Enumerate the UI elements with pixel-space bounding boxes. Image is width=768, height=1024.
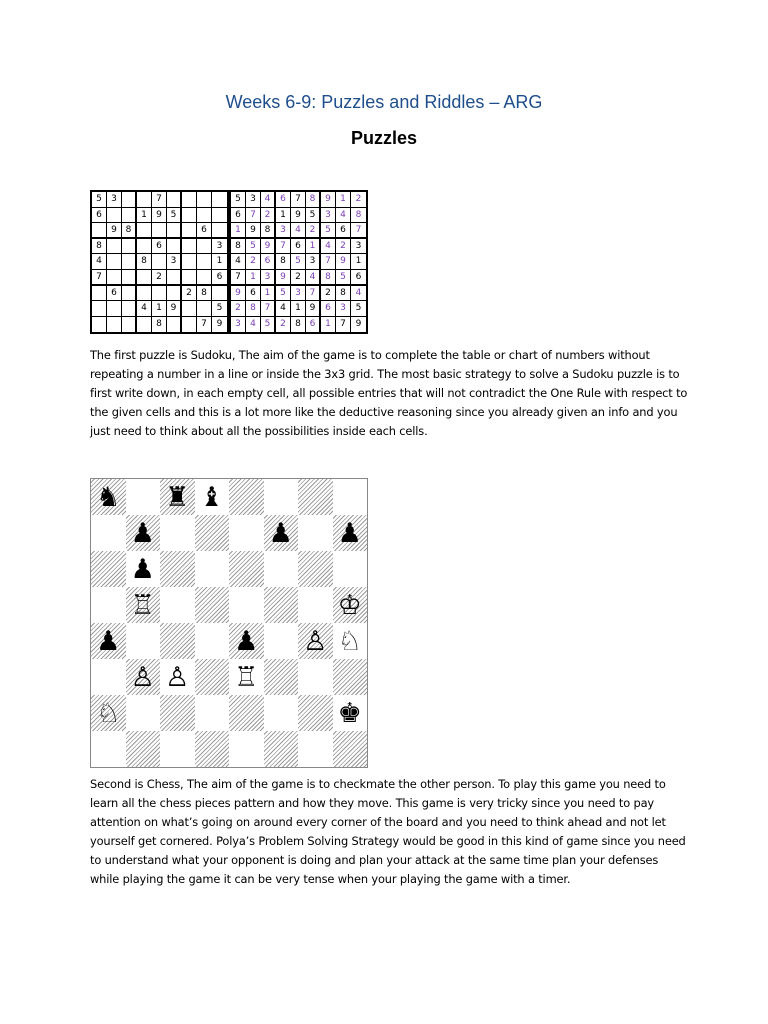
- sudoku-cell: 5: [212, 301, 227, 317]
- sudoku-cell: [107, 317, 122, 333]
- chess-piece-icon: ♖: [234, 661, 259, 693]
- sudoku-cell: 3: [306, 254, 321, 270]
- sudoku-cell: 1: [336, 192, 351, 208]
- chess-square: [91, 659, 126, 695]
- sudoku-cell: 5: [167, 208, 182, 224]
- sudoku-cell: [152, 223, 167, 239]
- sudoku-cell: 3: [167, 254, 182, 270]
- sudoku-cell: 3: [246, 192, 261, 208]
- sudoku-cell: [182, 192, 197, 208]
- sudoku-cell: 6: [351, 270, 366, 286]
- sudoku-cell: [107, 239, 122, 255]
- chess-square: [91, 515, 126, 551]
- chess-piece-icon: ♘: [96, 697, 121, 729]
- sudoku-cell: [122, 301, 137, 317]
- sudoku-cell: [182, 301, 197, 317]
- chess-piece-icon: ♟: [96, 625, 121, 657]
- chess-square: [229, 587, 264, 623]
- sudoku-cell: 3: [107, 192, 122, 208]
- sudoku-cell: 2: [182, 286, 197, 302]
- sudoku-cell: 6: [197, 223, 212, 239]
- sudoku-cell: 5: [261, 317, 276, 333]
- sudoku-cell: 2: [261, 208, 276, 224]
- sudoku-cell: 8: [122, 223, 137, 239]
- sudoku-cell: [107, 270, 122, 286]
- chess-square: [126, 551, 161, 587]
- chess-piece-icon: ♟: [130, 517, 155, 549]
- sudoku-cell: 4: [261, 192, 276, 208]
- chess-square: [195, 515, 230, 551]
- sudoku-cell: 4: [306, 270, 321, 286]
- sudoku-cell: 2: [336, 239, 351, 255]
- sudoku-cell: 9: [261, 239, 276, 255]
- chess-square: [91, 731, 126, 767]
- sudoku-cell: 2: [246, 254, 261, 270]
- sudoku-cell: [137, 317, 152, 333]
- sudoku-cell: [167, 317, 182, 333]
- chess-square: [195, 551, 230, 587]
- sudoku-cell: [197, 270, 212, 286]
- sudoku-cell: 6: [246, 286, 261, 302]
- chess-piece-icon: ♚: [337, 697, 362, 729]
- sudoku-cell: [152, 286, 167, 302]
- sudoku-cell: [212, 223, 227, 239]
- chess-piece-icon: ♙: [303, 625, 328, 657]
- sudoku-cell: 6: [276, 192, 291, 208]
- sudoku-cell: [212, 208, 227, 224]
- sudoku-cell: [197, 239, 212, 255]
- chess-square: [126, 695, 161, 731]
- chess-square: [91, 551, 126, 587]
- chess-square: [160, 587, 195, 623]
- sudoku-cell: 7: [306, 286, 321, 302]
- chess-square: [298, 731, 333, 767]
- chess-square: [333, 623, 368, 659]
- sudoku-cell: [92, 301, 107, 317]
- chess-square: [333, 731, 368, 767]
- sudoku-cell: [122, 254, 137, 270]
- sudoku-cell: [107, 208, 122, 224]
- chess-square: [298, 587, 333, 623]
- sudoku-cell: [182, 223, 197, 239]
- sudoku-cell: [137, 270, 152, 286]
- sudoku-cell: [182, 317, 197, 333]
- sudoku-cell: 7: [231, 270, 246, 286]
- chess-square: [126, 731, 161, 767]
- chess-square: [264, 659, 299, 695]
- chess-square: [264, 731, 299, 767]
- sudoku-cell: 5: [291, 254, 306, 270]
- sudoku-cell: 7: [246, 208, 261, 224]
- sudoku-cell: [212, 192, 227, 208]
- sudoku-cell: 8: [336, 286, 351, 302]
- sudoku-cell: 6: [231, 208, 246, 224]
- sudoku-cell: 6: [336, 223, 351, 239]
- sudoku-cell: 9: [306, 301, 321, 317]
- sudoku-cell: 9: [246, 223, 261, 239]
- chess-square: [160, 731, 195, 767]
- chess-square: [160, 515, 195, 551]
- chess-square: [195, 587, 230, 623]
- chess-square: [333, 515, 368, 551]
- sudoku-cell: 5: [246, 239, 261, 255]
- sudoku-cell: 2: [321, 286, 336, 302]
- chess-piece-icon: ♔: [337, 589, 362, 621]
- chess-square: [333, 551, 368, 587]
- chess-description: Second is Chess, The aim of the game is to checkmate the other person. To play this game you need to learn all the chess pieces pattern and how they move. This game is very tricky since you need to pay attention on what’s going on around every corner of the board and you need to think ahead and not let yourself get cornered. Polya’s Problem Solving Strategy would be good in this kind of game since you need to understand what your opponent is doing and plan your attack at the same time plan your defenses while playing the game it can be very tense when your playing the game with a timer.: [90, 777, 686, 886]
- sudoku-cell: [137, 239, 152, 255]
- chess-square: [264, 695, 299, 731]
- sudoku-cell: 5: [231, 192, 246, 208]
- sudoku-cell: 2: [291, 270, 306, 286]
- sudoku-cell: [122, 286, 137, 302]
- sudoku-cell: [122, 208, 137, 224]
- sudoku-cell: [152, 254, 167, 270]
- sudoku-cell: [212, 286, 227, 302]
- chess-square: [229, 515, 264, 551]
- chess-square: [195, 623, 230, 659]
- sudoku-cell: [92, 223, 107, 239]
- chess-square: [91, 479, 126, 515]
- chess-square: [91, 587, 126, 623]
- sudoku-cell: 6: [306, 317, 321, 333]
- chess-square: [160, 623, 195, 659]
- sudoku-cell: 1: [321, 317, 336, 333]
- sudoku-cell: 1: [246, 270, 261, 286]
- sudoku-cell: 4: [351, 286, 366, 302]
- chess-piece-icon: ♟: [130, 553, 155, 585]
- sudoku-cell: 1: [276, 208, 291, 224]
- sudoku-cell: 7: [276, 239, 291, 255]
- chess-square: [195, 479, 230, 515]
- chess-square: [298, 623, 333, 659]
- chess-square: [126, 515, 161, 551]
- sudoku-cell: [122, 270, 137, 286]
- sudoku-cell: [137, 286, 152, 302]
- sudoku-cell: [92, 286, 107, 302]
- sudoku-cell: [167, 192, 182, 208]
- chess-piece-icon: ♟: [337, 517, 362, 549]
- sudoku-cell: [197, 208, 212, 224]
- sudoku-cell: 1: [231, 223, 246, 239]
- sudoku-cell: [167, 223, 182, 239]
- chess-square: [195, 659, 230, 695]
- sudoku-cell: 1: [152, 301, 167, 317]
- chess-square: [126, 623, 161, 659]
- sudoku-cell: [92, 317, 107, 333]
- sudoku-cell: 3: [231, 317, 246, 333]
- sudoku-cell: 9: [152, 208, 167, 224]
- sudoku-cell: 5: [92, 192, 107, 208]
- sudoku-cell: [122, 317, 137, 333]
- sudoku-cell: [167, 270, 182, 286]
- sudoku-cell: 6: [291, 239, 306, 255]
- sudoku-cell: 2: [306, 223, 321, 239]
- chess-square: [298, 551, 333, 587]
- sudoku-cell: 7: [261, 301, 276, 317]
- chess-square: [298, 515, 333, 551]
- sudoku-cell: 8: [137, 254, 152, 270]
- sudoku-cell: 3: [321, 208, 336, 224]
- sudoku-cell: 4: [336, 208, 351, 224]
- chess-piece-icon: ♞: [96, 481, 121, 513]
- chess-square: [333, 587, 368, 623]
- sudoku-cell: [167, 239, 182, 255]
- chess-square: [229, 695, 264, 731]
- chess-square: [298, 659, 333, 695]
- chess-square: [91, 623, 126, 659]
- chess-board: [90, 478, 368, 768]
- sudoku-cell: 7: [152, 192, 167, 208]
- chess-piece-icon: ♙: [165, 661, 190, 693]
- sudoku-cell: 8: [246, 301, 261, 317]
- sudoku-cell: [107, 254, 122, 270]
- sudoku-cell: 9: [355, 318, 362, 329]
- sudoku-cell: [182, 239, 197, 255]
- sudoku-cell: 4: [246, 317, 261, 333]
- sudoku-cell: 8: [152, 317, 167, 333]
- chess-piece-icon: ♝: [199, 481, 224, 513]
- sudoku-cell: 4: [321, 239, 336, 255]
- sudoku-description: The first puzzle is Sudoku, The aim of the game is to complete the table or chart of numbers without repeating a number in a line or inside the 3x3 grid. The most basic strategy to solve a Sudoku puzzle is to first write down, in each empty cell, all possible entries that will not contradict the One Rule with respect to the given cells and this is a lot more like the deductive reasoning since you already given an info and you just need to think about all the possibilities inside each cells.: [90, 348, 688, 438]
- sudoku-cell: 8: [231, 239, 246, 255]
- sudoku-cell: 5: [321, 223, 336, 239]
- chess-square: [264, 587, 299, 623]
- sudoku-cell: 3: [336, 301, 351, 317]
- sudoku-cell: 7: [321, 254, 336, 270]
- chess-square: [229, 551, 264, 587]
- sudoku-cell: 1: [291, 301, 306, 317]
- sudoku-cell: 4: [291, 223, 306, 239]
- sudoku-cell: 7: [291, 192, 306, 208]
- section-title-puzzles: Puzzles: [350, 128, 418, 148]
- sudoku-cell: 9: [276, 270, 291, 286]
- sudoku-cell: 2: [276, 317, 291, 333]
- chess-square: [333, 479, 368, 515]
- sudoku-cell: 6: [321, 301, 336, 317]
- sudoku-cell: 3: [261, 270, 276, 286]
- chess-piece-icon: ♖: [130, 589, 155, 621]
- sudoku-cell: 2: [351, 192, 366, 208]
- sudoku-cell: 1: [212, 254, 227, 270]
- sudoku-cell: 2: [152, 270, 167, 286]
- sudoku-cell: 7: [336, 317, 351, 333]
- document-heading: Weeks 6-9: Puzzles and Riddles – ARG: [225, 92, 543, 112]
- sudoku-cell: 5: [306, 208, 321, 224]
- sudoku-cell: 6: [212, 270, 227, 286]
- sudoku-cell: 3: [276, 223, 291, 239]
- chess-square: [229, 623, 264, 659]
- sudoku-cell: [182, 254, 197, 270]
- sudoku-cell: 9: [231, 286, 246, 302]
- sudoku-cell: 7: [351, 223, 366, 239]
- chess-square: [264, 551, 299, 587]
- sudoku-cell: [137, 192, 152, 208]
- sudoku-cell: [122, 239, 137, 255]
- sudoku-cell: 5: [336, 270, 351, 286]
- chess-square: [126, 587, 161, 623]
- chess-square: [160, 479, 195, 515]
- chess-square: [229, 659, 264, 695]
- chess-square: [333, 695, 368, 731]
- chess-square: [195, 695, 230, 731]
- chess-piece-icon: ♜: [165, 481, 190, 513]
- chess-square: [160, 551, 195, 587]
- chess-square: [195, 731, 230, 767]
- chess-square: [264, 623, 299, 659]
- sudoku-cell: 8: [291, 317, 306, 333]
- sudoku-cell: 1: [306, 239, 321, 255]
- sudoku-cell: 1: [261, 286, 276, 302]
- sudoku-cell: [137, 223, 152, 239]
- sudoku-cell: 6: [261, 254, 276, 270]
- sudoku-cell: [122, 192, 137, 208]
- sudoku-cell: 9: [321, 192, 336, 208]
- chess-square: [264, 479, 299, 515]
- sudoku-cell: 6: [107, 286, 122, 302]
- sudoku-cell: 1: [137, 208, 152, 224]
- chess-square: [229, 731, 264, 767]
- sudoku-cell: [167, 286, 182, 302]
- sudoku-cell: 8: [197, 286, 212, 302]
- sudoku-cell: 8: [92, 239, 107, 255]
- chess-square: [229, 479, 264, 515]
- sudoku-puzzle-grid: [90, 190, 229, 334]
- sudoku-cell: 8: [351, 208, 366, 224]
- chess-square: [298, 479, 333, 515]
- sudoku-cell: 9: [291, 208, 306, 224]
- sudoku-cell: 9: [107, 223, 122, 239]
- sudoku-cell: [182, 270, 197, 286]
- sudoku-cell: 9: [167, 301, 182, 317]
- sudoku-cell: 4: [92, 254, 107, 270]
- sudoku-cell: 8: [321, 270, 336, 286]
- sudoku-cell: 3: [351, 239, 366, 255]
- chess-square: [298, 695, 333, 731]
- sudoku-cell: 8: [276, 254, 291, 270]
- chess-square: [91, 695, 126, 731]
- sudoku-solution-grid: [229, 190, 368, 334]
- chess-square: [160, 659, 195, 695]
- chess-piece-icon: ♘: [337, 625, 362, 657]
- sudoku-cell: 8: [306, 192, 321, 208]
- sudoku-cell: 3: [291, 286, 306, 302]
- sudoku-cell: 9: [216, 318, 223, 329]
- sudoku-cell: 6: [92, 208, 107, 224]
- sudoku-cell: 1: [351, 254, 366, 270]
- sudoku-cell: 5: [276, 286, 291, 302]
- chess-piece-icon: ♟: [268, 517, 293, 549]
- sudoku-cell: 8: [261, 223, 276, 239]
- chess-square: [160, 695, 195, 731]
- chess-square: [126, 659, 161, 695]
- sudoku-cell: [182, 208, 197, 224]
- sudoku-cell: 4: [231, 254, 246, 270]
- sudoku-cell: 4: [276, 301, 291, 317]
- sudoku-cell: [107, 301, 122, 317]
- sudoku-cell: 3: [212, 239, 227, 255]
- chess-square: [126, 479, 161, 515]
- sudoku-cell: [197, 254, 212, 270]
- sudoku-cell: 6: [152, 239, 167, 255]
- sudoku-cell: 5: [351, 301, 366, 317]
- chess-piece-icon: ♙: [130, 661, 155, 693]
- sudoku-cell: 2: [231, 301, 246, 317]
- sudoku-cell: [197, 301, 212, 317]
- chess-square: [333, 659, 368, 695]
- sudoku-cell: 7: [197, 317, 212, 333]
- sudoku-cell: 7: [92, 270, 107, 286]
- sudoku-cell: [197, 192, 212, 208]
- sudoku-cell: 9: [336, 254, 351, 270]
- sudoku-cell: 4: [137, 301, 152, 317]
- chess-piece-icon: ♟: [234, 625, 259, 657]
- chess-square: [264, 515, 299, 551]
